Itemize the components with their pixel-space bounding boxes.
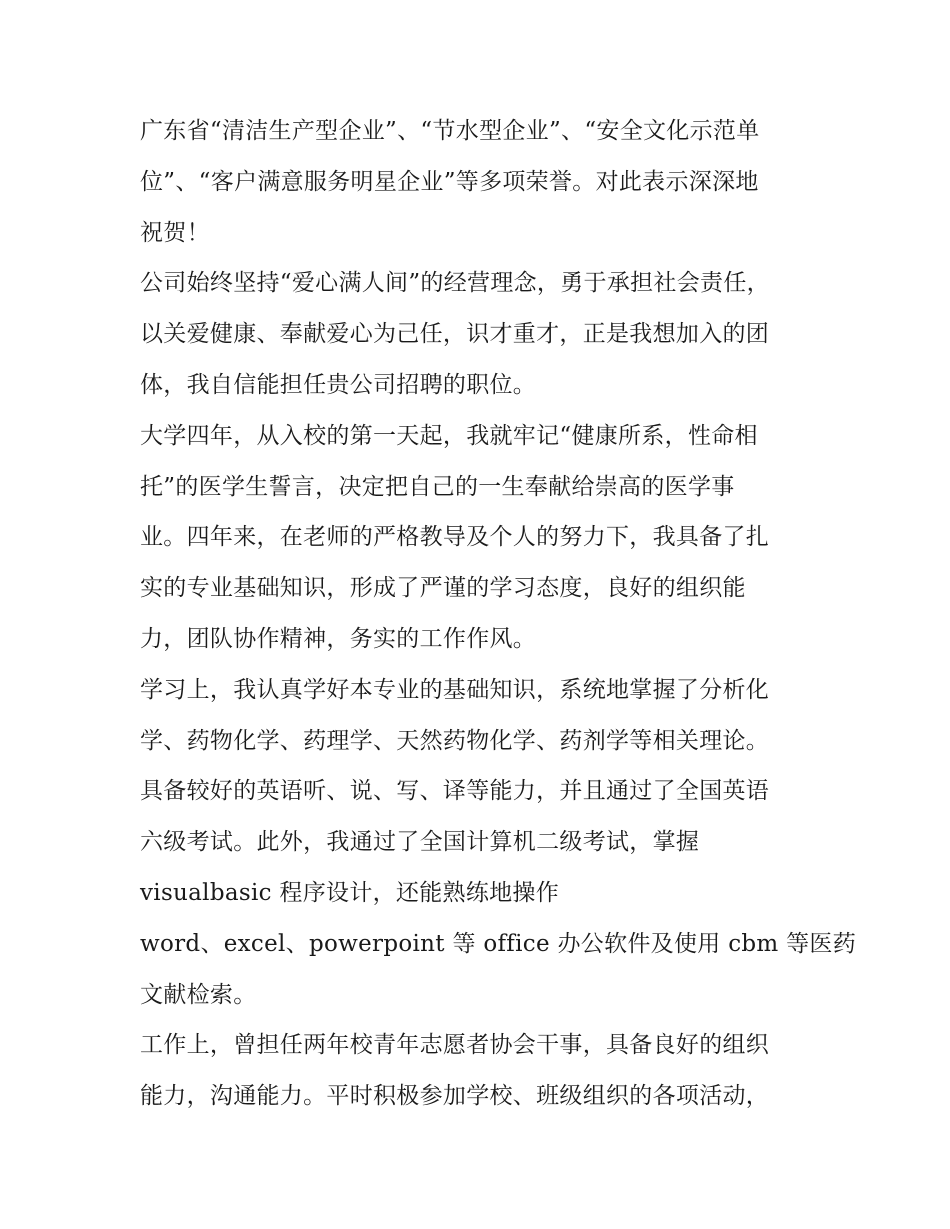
text-line: 学、药物化学、药理学、天然药物化学、药剂学等相关理论。 [140,727,770,754]
text-line: visualbasic 程序设计，还能熟练地操作 [140,879,560,906]
text-line: 祝贺！ [140,219,210,246]
text-line: 工作上，曾担任两年校青年志愿者协会干事，具备良好的组织 [140,1032,770,1059]
text-line: 学习上，我认真学好本专业的基础知识，系统地掌握了分析化 [140,676,770,703]
text-line: 力，团队协作精神，务实的工作作风。 [140,625,537,652]
document-body [140,106,857,1122]
text-line: 业。四年来，在老师的严格教导及个人的努力下，我具备了扎 [140,524,770,551]
text-line: 实的专业基础知识，形成了严谨的学习态度，良好的组织能 [140,575,746,602]
text-line: 托”的医学生誓言，决定把自己的一生奉献给崇高的医学事 [140,473,735,500]
text-line: 以关爱健康、奉献爱心为己任，识才重才，正是我想加入的团 [140,321,770,348]
text-line: 六级考试。此外，我通过了全国计算机二级考试，掌握 [140,829,700,856]
text-line: 具备较好的英语听、说、写、译等能力，并且通过了全国英语 [140,778,770,805]
text-line: 文献检索。 [140,981,257,1008]
text-line: 广东省“清洁生产型企业”、“节水型企业”、“安全文化示范单 [140,118,760,144]
text-line: 位”、“客户满意服务明星企业”等多项荣誉。对此表示深深地 [140,168,759,195]
text-line: 能力，沟通能力。平时积极参加学校、班级组织的各项活动， [140,1083,770,1110]
text-line: 大学四年，从入校的第一天起，我就牢记“健康所系，性命相 [140,422,758,449]
text-line: 体，我自信能担任贵公司招聘的职位。 [140,371,537,398]
text-line: word、excel、powerpoint 等 office 办公软件及使用 cbm 等医药 [140,930,857,957]
text-line: 公司始终坚持“爱心满人间”的经营理念，勇于承担社会责任， [140,270,770,297]
